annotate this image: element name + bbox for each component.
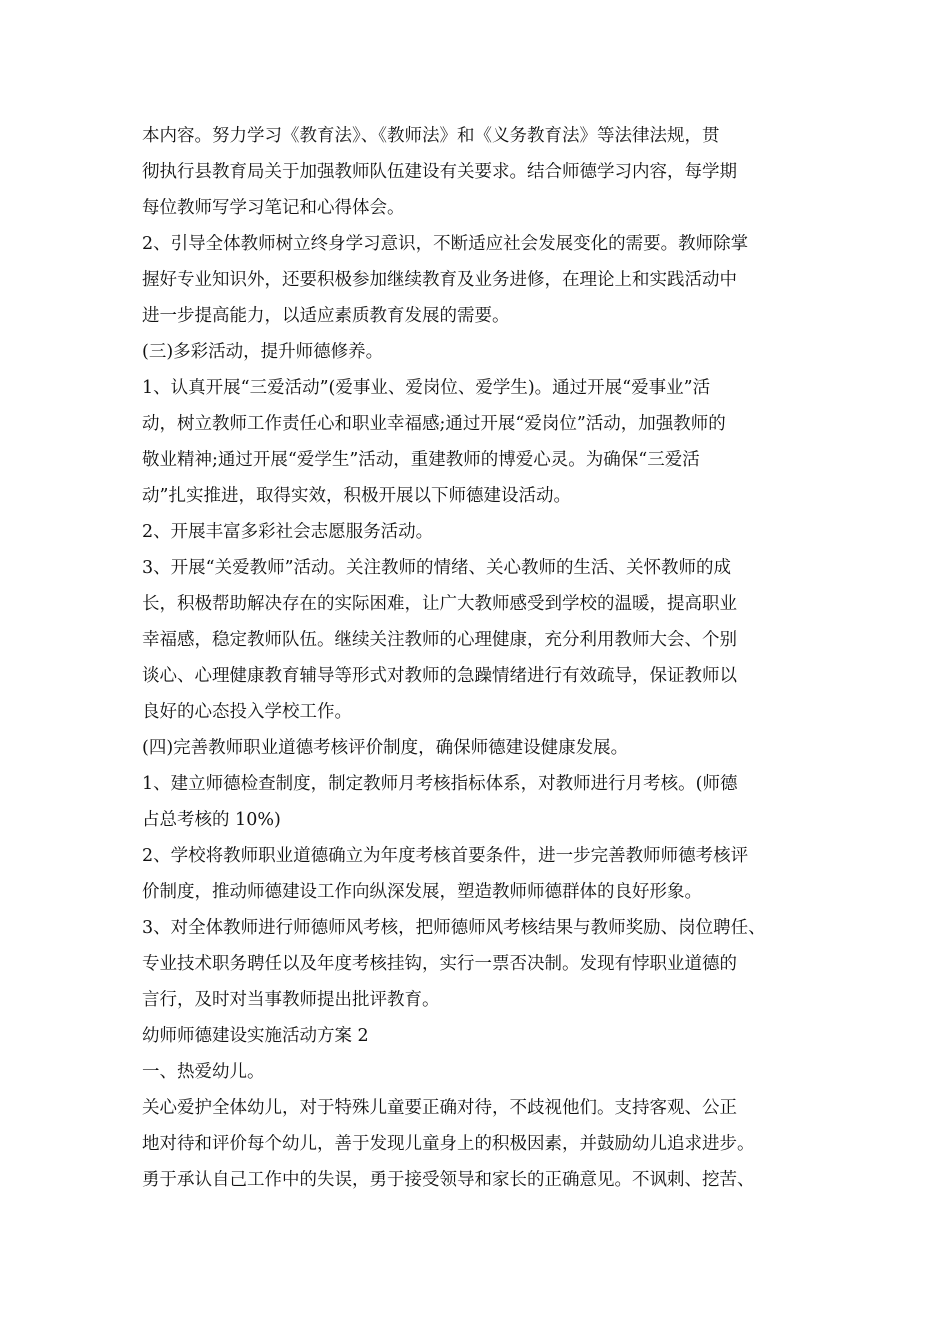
text-line: 彻执行县教育局关于加强教师队伍建设有关要求。结合师德学习内容，每学期 <box>142 162 737 182</box>
section-heading: 一、热爱幼儿。 <box>142 1062 265 1082</box>
text-line: 动”扎实推进，取得实效，积极开展以下师德建设活动。 <box>142 486 571 506</box>
text-line: 动，树立教师工作责任心和职业幸福感;通过开展“爱岗位”活动，加强教师的 <box>142 414 726 434</box>
text-line: 进一步提高能力，以适应素质教育发展的需要。 <box>142 306 510 326</box>
text-line: 2、引导全体教师树立终身学习意识，不断适应社会发展变化的需要。教师除掌 <box>142 234 749 254</box>
text-line: 地对待和评价每个幼儿，善于发现儿童身上的积极因素，并鼓励幼儿追求进步。 <box>142 1134 755 1154</box>
text-line: 3、对全体教师进行师德师风考核，把师德师风考核结果与教师奖励、岗位聘任、 <box>142 918 766 938</box>
text-line: 2、学校将教师职业道德确立为年度考核首要条件，进一步完善教师师德考核评 <box>142 846 749 866</box>
text-line: 价制度，推动师德建设工作向纵深发展，塑造教师师德群体的良好形象。 <box>142 882 702 902</box>
document-body <box>142 118 832 1198</box>
text-line: 1、认真开展“三爱活动”(爱事业、爱岗位、爱学生)。通过开展“爱事业”活 <box>142 378 711 398</box>
text-line: 言行，及时对当事教师提出批评教育。 <box>142 990 440 1010</box>
text-line: 勇于承认自己工作中的失误，勇于接受领导和家长的正确意见。不讽刺、挖苦、 <box>142 1170 755 1190</box>
text-line: 良好的心态投入学校工作。 <box>142 702 352 722</box>
text-line: 每位教师写学习笔记和心得体会。 <box>142 198 405 218</box>
text-line: 敬业精神;通过开展“爱学生”活动，重建教师的博爱心灵。为确保“三爱活 <box>142 450 700 470</box>
text-line: 握好专业知识外，还要积极参加继续教育及业务进修，在理论上和实践活动中 <box>142 270 737 290</box>
text-line: 幸福感，稳定教师队伍。继续关注教师的心理健康，充分利用教师大会、个别 <box>142 630 737 650</box>
section-heading: (三)多彩活动，提升师德修养。 <box>142 342 384 362</box>
document-title: 幼师师德建设实施活动方案 2 <box>142 1026 369 1046</box>
text-line: 2、开展丰富多彩社会志愿服务活动。 <box>142 522 434 542</box>
text-line: 谈心、心理健康教育辅导等形式对教师的急躁情绪进行有效疏导，保证教师以 <box>142 666 737 686</box>
text-line: 关心爱护全体幼儿，对于特殊儿童要正确对待，不歧视他们。支持客观、公正 <box>142 1098 737 1118</box>
text-line: 本内容。努力学习《教育法》、《教师法》和《义务教育法》等法律法规，贯 <box>142 126 720 146</box>
text-line: 1、建立师德检查制度，制定教师月考核指标体系，对教师进行月考核。(师德 <box>142 774 738 794</box>
text-line: 3、开展“关爱教师”活动。关注教师的情绪、关心教师的生活、关怀教师的成 <box>142 558 732 578</box>
text-line: 专业技术职务聘任以及年度考核挂钩，实行一票否决制。发现有悖职业道德的 <box>142 954 737 974</box>
section-heading: (四)完善教师职业道德考核评价制度，确保师德建设健康发展。 <box>142 738 629 758</box>
text-line: 长，积极帮助解决存在的实际困难，让广大教师感受到学校的温暖，提高职业 <box>142 594 737 614</box>
text-line: 占总考核的 10%) <box>142 810 281 830</box>
